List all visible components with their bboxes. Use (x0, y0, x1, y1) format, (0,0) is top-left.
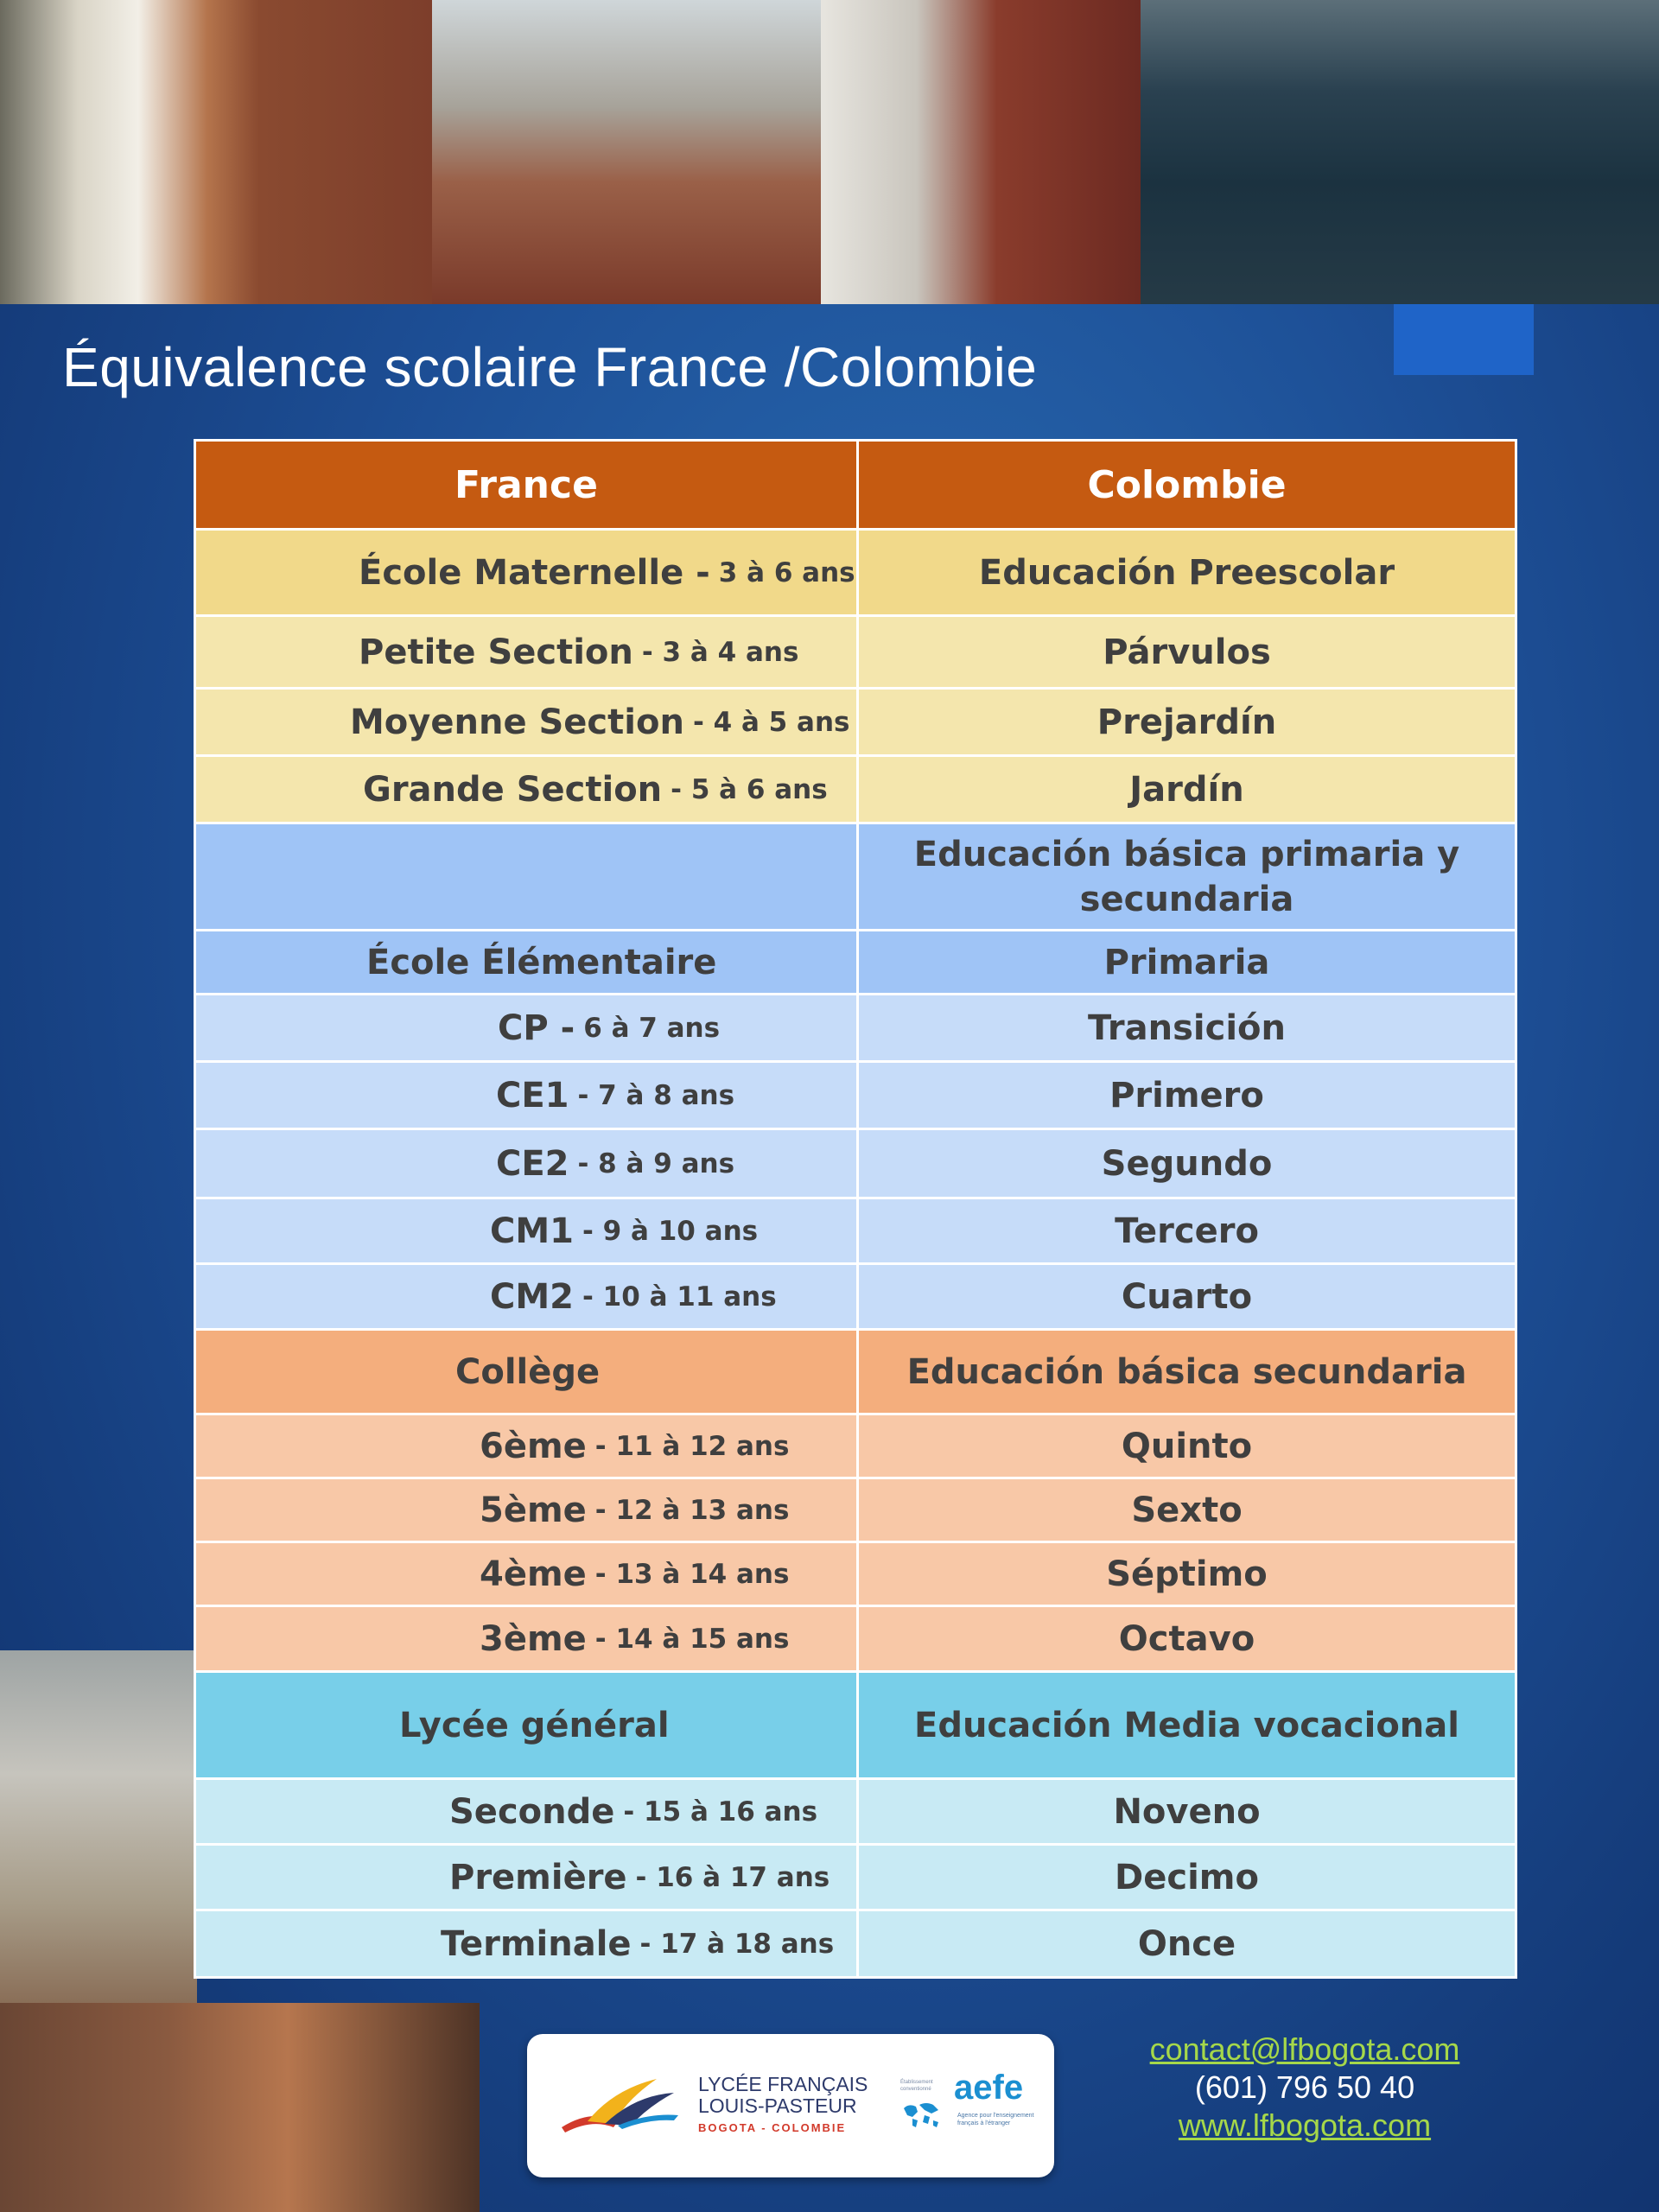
france-cell (196, 1199, 859, 1262)
colombie-cell: Noveno (859, 1780, 1515, 1843)
table-row (196, 1128, 1515, 1197)
france-age: - 9 à 10 ans (582, 1215, 759, 1247)
colombie-cell: Transición (859, 995, 1515, 1060)
table-row (196, 754, 1515, 822)
colombie-cell: Sexto (859, 1479, 1515, 1541)
header-france: France (196, 442, 859, 528)
france-level: CP - (498, 1007, 575, 1048)
logo-card (527, 2034, 1054, 2177)
colombie-cell: Educación básica primaria y secundaria (859, 824, 1515, 929)
table-row (196, 1413, 1515, 1477)
colombie-cell: Párvulos (859, 617, 1515, 687)
page-title: Équivalence scolaire France /Colombie (62, 336, 1038, 398)
colombie-cell: Jardín (859, 757, 1515, 822)
france-cell (196, 1673, 859, 1777)
france-level: Terminale (441, 1923, 632, 1964)
france-age: 6 à 7 ans (583, 1012, 721, 1044)
table-row (196, 1541, 1515, 1605)
colombie-cell: Octavo (859, 1607, 1515, 1670)
logo-line3: BOGOTA - COLOMBIE (698, 2121, 847, 2134)
table-row (196, 614, 1515, 687)
aefe-caption: Établissement conventionné (900, 2080, 933, 2092)
colombie-cell: Séptimo (859, 1543, 1515, 1605)
france-level: CM2 (490, 1276, 574, 1317)
france-cell (196, 1479, 859, 1541)
france-cell (196, 690, 859, 754)
table-row (196, 1843, 1515, 1909)
france-cell (196, 1911, 859, 1976)
table-row (196, 1909, 1515, 1976)
colombie-cell: Primaria (859, 931, 1515, 993)
table-row (196, 1605, 1515, 1670)
france-level: Grande Section (363, 769, 663, 810)
france-cell (196, 1265, 859, 1328)
contact-email-link[interactable]: contact@lfbogota.com (1149, 2031, 1460, 2067)
france-age: - 17 à 18 ans (639, 1928, 835, 1960)
france-age: - 5 à 6 ans (671, 773, 828, 805)
france-level: 5ème (480, 1490, 587, 1530)
france-cell (196, 531, 859, 614)
colombie-cell: Educación Preescolar (859, 531, 1515, 614)
france-level: Moyenne Section (350, 702, 684, 742)
france-cell (196, 1780, 859, 1843)
france-age: - 3 à 4 ans (641, 636, 799, 668)
colombie-cell: Educación básica secundaria (859, 1331, 1515, 1413)
colombie-cell: Cuarto (859, 1265, 1515, 1328)
france-cell (196, 617, 859, 687)
france-cell (196, 1331, 859, 1413)
lycee-logo-icon (553, 2074, 683, 2143)
france-level: CM1 (490, 1211, 574, 1251)
colombie-cell: Decimo (859, 1846, 1515, 1909)
header-colombie: Colombie (859, 442, 1515, 528)
photo-laboratory (1141, 0, 1659, 304)
france-level: Lycée général (399, 1705, 670, 1745)
contact-phone: (601) 796 50 40 (1194, 2069, 1415, 2105)
equivalence-table (194, 439, 1517, 1979)
france-age: - 16 à 17 ans (635, 1861, 830, 1893)
photo-courtyard (0, 0, 432, 304)
france-level: CE1 (496, 1075, 569, 1116)
table-row (196, 1262, 1515, 1328)
france-age: - 15 à 16 ans (623, 1796, 818, 1827)
table-row (196, 1060, 1515, 1128)
france-level: CE2 (496, 1143, 569, 1184)
world-map-icon (900, 2100, 942, 2131)
france-cell (196, 1846, 859, 1909)
table-row (196, 1777, 1515, 1843)
france-age: - 7 à 8 ans (577, 1079, 735, 1111)
france-level: Seconde (449, 1791, 615, 1832)
france-age: 3 à 6 ans (718, 556, 855, 588)
table-row (196, 687, 1515, 754)
table-row (196, 1670, 1515, 1777)
contact-block (1054, 2031, 1555, 2145)
france-level: 4ème (480, 1554, 587, 1594)
france-level: Petite Section (359, 632, 633, 672)
accent-square (1394, 304, 1534, 375)
photo-hallway (821, 0, 1141, 304)
website-link[interactable]: www.lfbogota.com (1178, 2107, 1432, 2143)
photo-tiled-floor (0, 2003, 480, 2212)
colombie-cell: Educación Media vocacional (859, 1673, 1515, 1777)
france-level: 3ème (480, 1618, 587, 1659)
logo-line2: LOUIS-PASTEUR (698, 2094, 857, 2117)
france-level: École Élémentaire (366, 942, 717, 982)
france-level: Première (449, 1857, 627, 1897)
lycee-logo-text (698, 2074, 868, 2139)
aefe-logo-text: aefe (954, 2069, 1024, 2107)
france-age: - 8 à 9 ans (577, 1147, 735, 1179)
france-cell (196, 1607, 859, 1670)
logo-line1: LYCÉE FRANÇAIS (698, 2073, 868, 2095)
france-level: École Maternelle - (359, 552, 710, 593)
table-row (196, 929, 1515, 993)
france-cell (196, 757, 859, 822)
colombie-cell: Tercero (859, 1199, 1515, 1262)
france-age: - 10 à 11 ans (582, 1281, 777, 1313)
table-header-row (196, 442, 1515, 528)
table-row (196, 1197, 1515, 1262)
france-age: - 11 à 12 ans (594, 1430, 790, 1462)
photo-banner (0, 0, 1659, 304)
france-cell (196, 824, 859, 929)
france-cell (196, 931, 859, 993)
france-age: - 4 à 5 ans (692, 706, 850, 738)
table-row (196, 993, 1515, 1060)
france-cell (196, 1543, 859, 1605)
france-age: - 12 à 13 ans (594, 1494, 790, 1526)
table-row (196, 822, 1515, 929)
france-level: Collège (455, 1351, 601, 1392)
table-row (196, 1328, 1515, 1413)
france-cell (196, 1130, 859, 1197)
france-cell (196, 995, 859, 1060)
colombie-cell: Quinto (859, 1415, 1515, 1477)
colombie-cell: Prejardín (859, 690, 1515, 754)
colombie-cell: Primero (859, 1063, 1515, 1128)
colombie-cell: Once (859, 1911, 1515, 1976)
france-cell (196, 1063, 859, 1128)
france-age: - 14 à 15 ans (594, 1623, 790, 1655)
aefe-tagline: Agence pour l'enseignement français à l'étranger (957, 2113, 1034, 2126)
table-row (196, 528, 1515, 614)
france-level: 6ème (480, 1426, 587, 1466)
france-cell (196, 1415, 859, 1477)
table-row (196, 1477, 1515, 1541)
colombie-cell: Segundo (859, 1130, 1515, 1197)
photo-brick-building (432, 0, 821, 304)
france-age: - 13 à 14 ans (594, 1558, 790, 1590)
